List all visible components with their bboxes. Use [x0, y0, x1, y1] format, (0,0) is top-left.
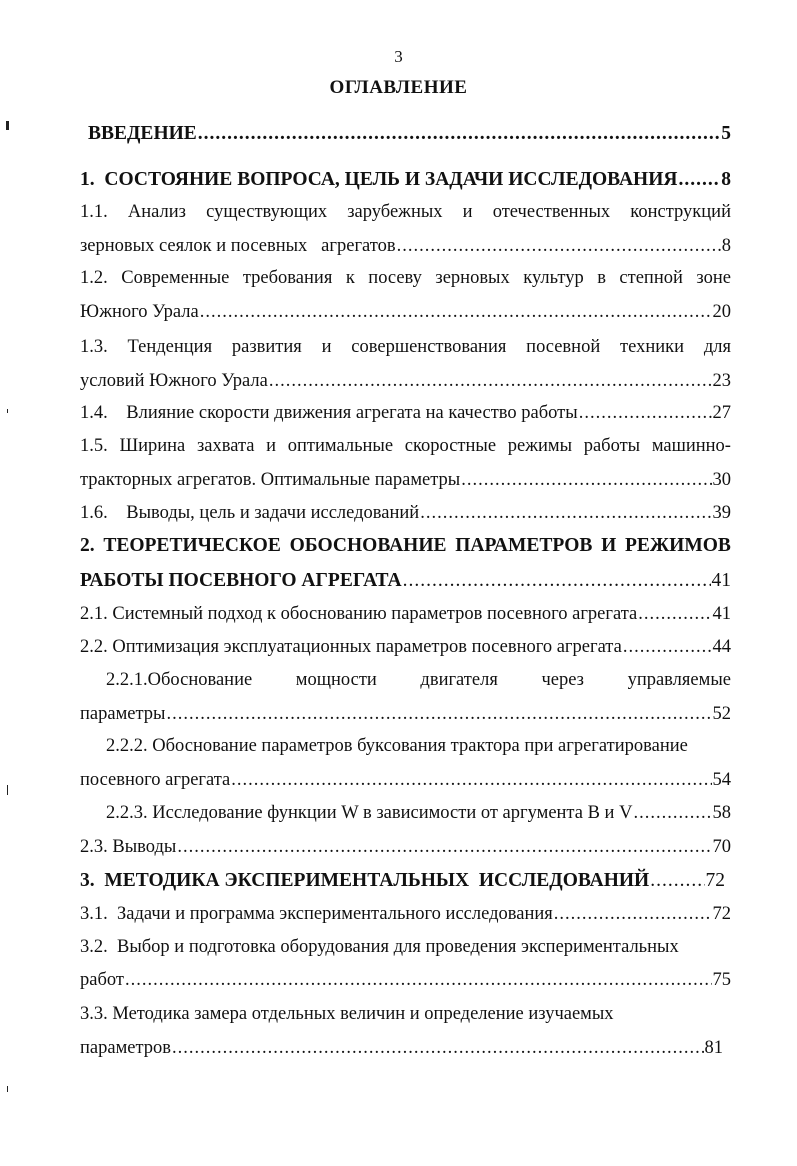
dot-leader — [231, 766, 711, 794]
dot-leader — [177, 833, 711, 861]
word: управляемые — [627, 670, 731, 690]
toc-entry-1-5-line1[interactable] — [80, 432, 731, 460]
toc-entry-text: условий Южного Урала — [80, 371, 268, 391]
dot-leader — [125, 966, 712, 994]
toc-entry-page: 58 — [712, 803, 731, 823]
dot-leader — [678, 166, 720, 194]
dot-leader — [623, 633, 712, 661]
toc-entry-1-4[interactable] — [80, 399, 731, 427]
toc-entry-page: 44 — [712, 637, 731, 657]
dot-leader — [200, 298, 712, 326]
dot-leader — [397, 232, 721, 260]
word: посеву — [368, 268, 422, 288]
dot-leader — [198, 120, 720, 148]
word: совершенствования — [351, 337, 507, 357]
word: для — [703, 337, 731, 357]
dot-leader — [554, 900, 712, 928]
toc-entry-page: 20 — [712, 302, 731, 322]
toc-entry-3-3-line2[interactable] — [80, 1034, 723, 1062]
word: и — [462, 202, 473, 222]
toc-entry-page: 5 — [721, 123, 731, 144]
toc-entry-1-5-line2[interactable] — [80, 466, 731, 494]
word: культур — [523, 268, 584, 288]
toc-entry-page: 8 — [721, 169, 731, 190]
toc-entry-2-2-2-line1[interactable]: 2.2.2. Обоснование параметров буксования трактора при агрегатирование — [106, 736, 688, 756]
scan-mark — [7, 785, 8, 795]
word: ТЕОРЕТИЧЕСКОЕ — [103, 535, 281, 556]
word: и — [321, 337, 332, 357]
toc-entry-text: 2.2.3. Исследование функции W в зависимости от аргумента B и V — [106, 803, 633, 823]
toc-entry-1-3-line1[interactable] — [80, 333, 731, 361]
word: техники — [620, 337, 685, 357]
word: 1.1. — [80, 202, 108, 222]
toc-entry-text: зерновых сеялок и посевных агрегатов — [80, 236, 396, 256]
word: 2.2.1.Обоснование — [106, 670, 253, 690]
toc-entry-page: 75 — [712, 970, 731, 990]
page-number: 3 — [394, 47, 403, 66]
word: 1.3. — [80, 337, 108, 357]
word: требования — [242, 268, 333, 288]
toc-entry-text: ВВЕДЕНИЕ — [88, 123, 197, 144]
dot-leader — [638, 600, 711, 628]
toc-entry-text: 3.1. Задачи и программа экспериментального исследования — [80, 904, 553, 924]
toc-entry-text: 1.4. Влияние скорости движения агрегата на качество работы — [80, 403, 578, 423]
word: мощности — [295, 670, 377, 690]
word: Анализ — [127, 202, 186, 222]
toc-entry-3-1[interactable] — [80, 900, 731, 928]
word: и — [266, 436, 277, 456]
dot-leader — [650, 867, 704, 895]
toc-entry-3-2-line2[interactable] — [80, 966, 731, 994]
toc-entry-page: 72 — [712, 904, 731, 924]
toc-entry-3-2-line1[interactable]: 3.2. Выбор и подготовка оборудования для проведения экспериментальных — [80, 937, 679, 957]
toc-entry-page: 23 — [712, 371, 731, 391]
word: 2. — [80, 535, 95, 556]
toc-entry-page: 54 — [712, 770, 731, 790]
toc-entry-text: 3. МЕТОДИКА ЭКСПЕРИМЕНТАЛЬНЫХ ИССЛЕДОВАНИЙ — [80, 870, 650, 891]
word: ОБОСНОВАНИЕ — [289, 535, 447, 556]
word: зерновых — [435, 268, 510, 288]
word: режимы — [507, 436, 573, 456]
scan-mark — [7, 409, 8, 413]
word: отечественных — [492, 202, 611, 222]
word: через — [541, 670, 584, 690]
toc-entry-page: 27 — [712, 403, 731, 423]
toc-entry-2-1[interactable] — [80, 600, 731, 628]
word: зарубежных — [347, 202, 443, 222]
word: зоне — [696, 268, 731, 288]
word: к — [345, 268, 355, 288]
word: 1.5. — [80, 436, 108, 456]
dot-leader — [172, 1034, 703, 1062]
scan-mark — [7, 1086, 8, 1092]
toc-entry-2-2[interactable] — [80, 633, 731, 661]
word: Современные — [121, 268, 230, 288]
word: РЕЖИМОВ — [624, 535, 731, 556]
toc-entry-3-3-line1[interactable]: 3.3. Методика замера отдельных величин и определение изучаемых — [80, 1004, 614, 1024]
dot-leader — [403, 567, 711, 595]
dot-leader — [633, 799, 711, 827]
toc-entry-2-2-1-line1[interactable] — [106, 666, 731, 694]
dot-leader — [420, 499, 711, 527]
toc-entry-page: 39 — [712, 503, 731, 523]
word: Ширина — [119, 436, 186, 456]
toc-entry-page: 30 — [712, 470, 731, 490]
toc-entry-2-2-2-line2[interactable] — [80, 766, 731, 794]
word: Тенденция — [127, 337, 213, 357]
word: развития — [231, 337, 302, 357]
toc-entry-2-3[interactable] — [80, 833, 731, 861]
toc-entry-text: посевного агрегата — [80, 770, 231, 790]
toc-entry-text: работ — [80, 970, 124, 990]
toc-entry-text: параметры — [80, 704, 166, 724]
toc-entry-text: параметров — [80, 1038, 172, 1058]
toc-entry-page: 41 — [712, 604, 731, 624]
toc-entry-intro[interactable] — [88, 120, 731, 148]
toc-entry-page: 41 — [711, 570, 731, 591]
toc-entry-1-1-line1[interactable] — [80, 198, 731, 226]
toc-entry-page: 72 — [705, 870, 725, 891]
toc-entry-page: 52 — [712, 704, 731, 724]
dot-leader — [461, 466, 711, 494]
toc-entry-1-3-line2[interactable] — [80, 367, 731, 395]
toc-entry-page: 8 — [721, 236, 731, 256]
toc-entry-text: тракторных агрегатов. Оптимальные параметры — [80, 470, 461, 490]
word: И — [601, 535, 617, 556]
toc-entry-text: 2.2. Оптимизация эксплуатационных параметров посевного агрегата — [80, 637, 622, 657]
word: степной — [619, 268, 683, 288]
toc-entry-2-2-1-line2[interactable] — [80, 700, 731, 728]
toc-entry-text: 2.3. Выводы — [80, 837, 177, 857]
word: машинно- — [651, 436, 731, 456]
word: захвата — [196, 436, 255, 456]
word: двигателя — [420, 670, 498, 690]
toc-entry-page: 70 — [712, 837, 731, 857]
toc-title: ОГЛАВЛЕНИЕ — [329, 77, 468, 98]
word: ПАРАМЕТРОВ — [455, 535, 593, 556]
toc-entry-page: 81 — [704, 1038, 723, 1058]
toc-entry-1-2-line2[interactable] — [80, 298, 731, 326]
toc-entry-1-1-line2[interactable] — [80, 232, 731, 260]
toc-entry-chapter-2-line2[interactable] — [80, 567, 731, 595]
word: работы — [583, 436, 641, 456]
dot-leader — [579, 399, 712, 427]
toc-entry-text: Южного Урала — [80, 302, 199, 322]
toc-entry-text: 1.6. Выводы, цель и задачи исследований — [80, 503, 420, 523]
word: в — [597, 268, 606, 288]
toc-entry-chapter-1[interactable] — [80, 166, 731, 194]
toc-entry-text: 2.1. Системный подход к обоснованию параметров посевного агрегата — [80, 604, 638, 624]
toc-entry-text: РАБОТЫ ПОСЕВНОГО АГРЕГАТА — [80, 570, 402, 591]
toc-entry-1-6[interactable] — [80, 499, 731, 527]
dot-leader — [269, 367, 712, 395]
toc-entry-1-2-line1[interactable] — [80, 264, 731, 292]
word: конструкций — [630, 202, 731, 222]
word: скоростные — [404, 436, 497, 456]
toc-entry-chapter-3[interactable] — [80, 867, 725, 895]
toc-entry-text: 1. СОСТОЯНИЕ ВОПРОСА, ЦЕЛЬ И ЗАДАЧИ ИССЛЕДОВАНИЯ — [80, 169, 678, 190]
toc-entry-chapter-2-line1[interactable] — [80, 532, 731, 560]
word: существующих — [206, 202, 328, 222]
scan-mark — [6, 121, 9, 130]
word: посевной — [526, 337, 601, 357]
word: оптимальные — [287, 436, 394, 456]
dot-leader — [166, 700, 711, 728]
word: 1.2. — [80, 268, 108, 288]
toc-entry-2-2-3[interactable] — [106, 799, 731, 827]
